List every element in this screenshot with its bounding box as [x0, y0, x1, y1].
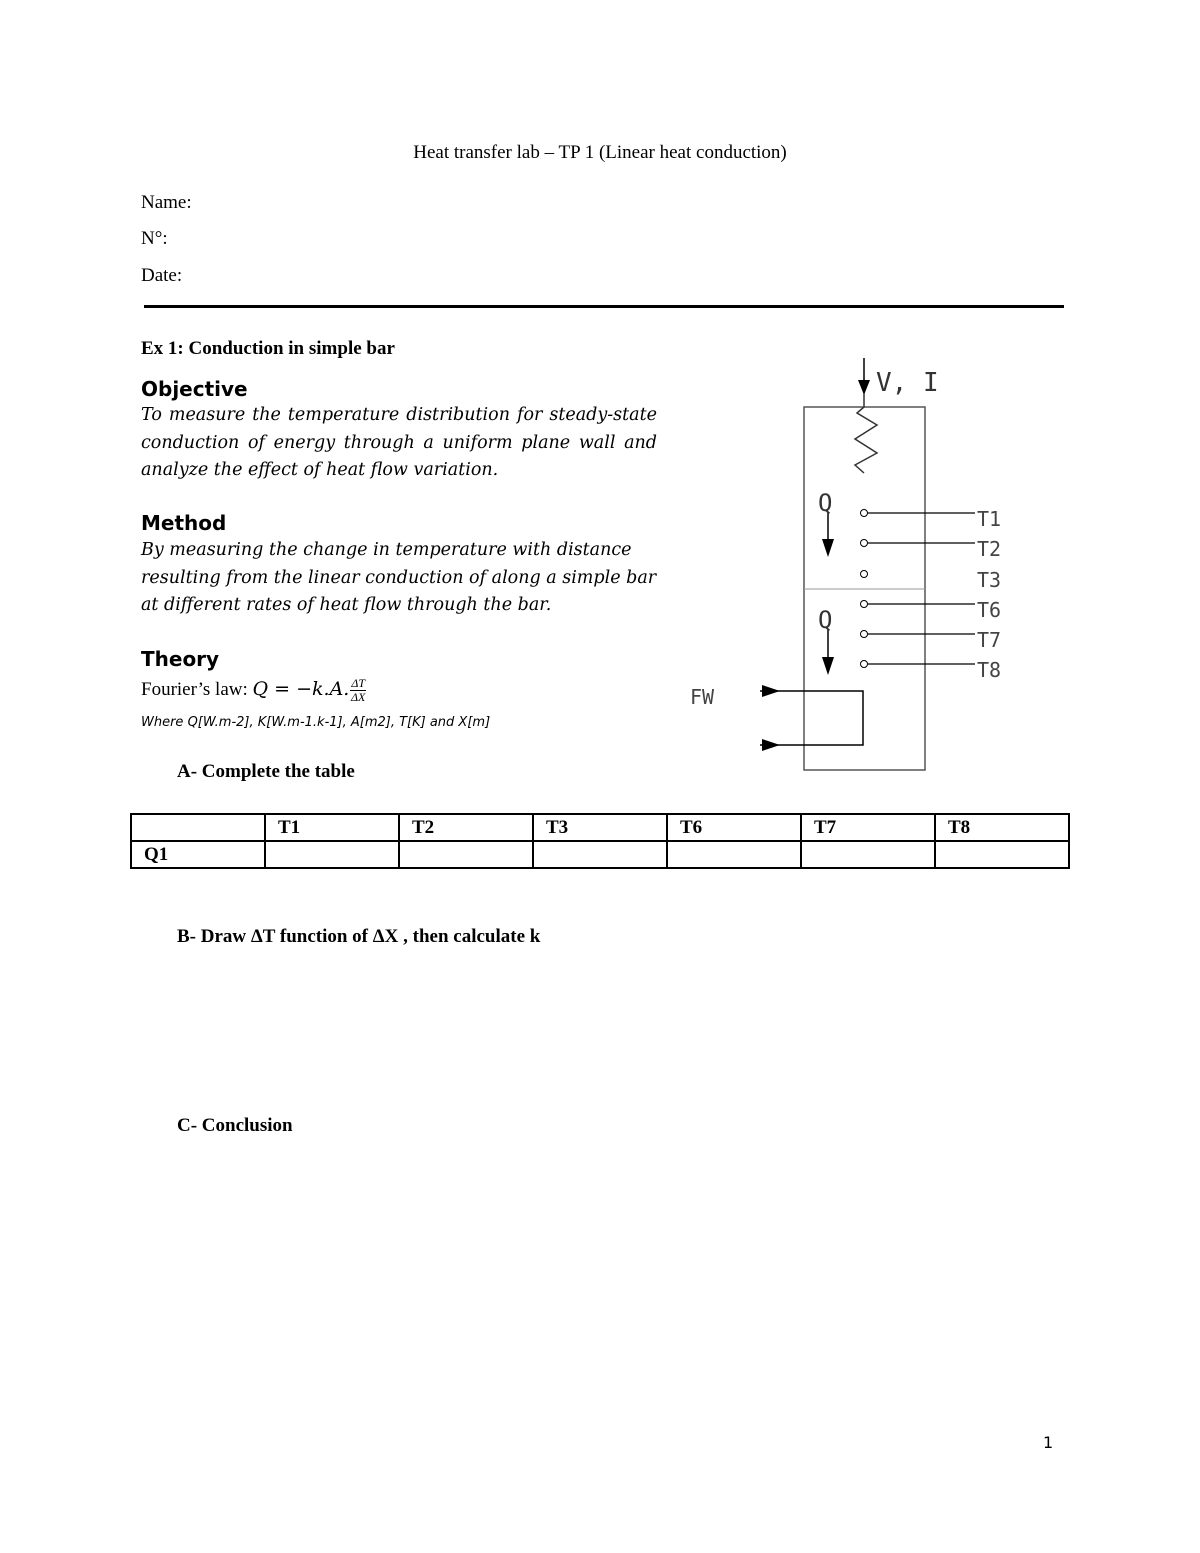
method-text: By measuring the change in temperature with distance resulting from the linear conduction of along a simple bar at different rates of heat flow through the bar. — [141, 540, 657, 615]
sensor-t6-point — [861, 601, 868, 608]
heat-flow-arrow-bottom — [822, 657, 834, 675]
table-header-cell: T6 — [667, 814, 801, 841]
sensor-label-t6: T6 — [977, 598, 1002, 622]
table-header-cell: T2 — [399, 814, 533, 841]
fraction-numerator: ΔT — [351, 676, 366, 690]
water-in-arrowhead — [762, 685, 780, 697]
heater-coil-icon — [855, 393, 877, 473]
power-input-label: V, I — [876, 368, 939, 398]
sensor-label-t1: T1 — [977, 507, 1002, 531]
results-table — [130, 813, 1070, 869]
table-row — [131, 841, 1069, 868]
sensor-label-t2: T2 — [977, 537, 1002, 561]
table-cell-t7[interactable] — [801, 841, 935, 868]
fourier-equation: Q = −k.A. — [252, 677, 350, 700]
sensor-label-t7: T7 — [977, 628, 1002, 652]
exercise-title: Ex 1: Conduction in simple bar — [141, 338, 395, 359]
bar-apparatus-diagram — [680, 355, 1040, 780]
fourier-law — [141, 677, 366, 704]
sensor-label-t3: T3 — [977, 568, 1002, 592]
fourier-fraction — [350, 677, 366, 704]
table-cell-t2[interactable] — [399, 841, 533, 868]
objective-text: To measure the temperature distribution for steady-state conduction of energy through a uniform plane wall and analyze the effect of heat flow variation. — [141, 405, 657, 480]
objective-heading: Objective — [141, 377, 248, 401]
table-header-cell: T7 — [801, 814, 935, 841]
method-heading: Method — [141, 511, 227, 535]
number-field-label: N°: — [141, 228, 168, 249]
sensor-t1-point — [861, 510, 868, 517]
table-header-cell: T8 — [935, 814, 1069, 841]
section-a-label: A- Complete the table — [177, 761, 355, 782]
table-header-cell — [131, 814, 265, 841]
section-c-label: C- Conclusion — [177, 1115, 293, 1136]
sensor-t7-point — [861, 631, 868, 638]
sensor-t8-point — [861, 661, 868, 668]
heat-flow-label-bottom: Q — [818, 606, 833, 634]
units-note: Where Q[W.m-2], K[W.m-1.k-1], A[m2], T[K] and X[m] — [141, 715, 491, 730]
sensor-t2-point — [861, 540, 868, 547]
fourier-label: Fourier’s law: — [141, 678, 253, 700]
table-header-cell: T3 — [533, 814, 667, 841]
section-b-label: B- Draw ΔT function of ΔX , then calculate k — [177, 926, 541, 947]
page-number: 1 — [1043, 1433, 1054, 1452]
water-out-arrowhead — [762, 739, 780, 751]
theory-heading: Theory — [141, 647, 220, 671]
heat-flow-label-top: Q — [818, 489, 833, 517]
header-divider — [144, 305, 1064, 308]
sensor-label-t8: T8 — [977, 658, 1002, 682]
page-title: Heat transfer lab – TP 1 (Linear heat conduction) — [413, 142, 787, 163]
date-field-label: Date: — [141, 265, 183, 286]
table-header-cell: T1 — [265, 814, 399, 841]
cooling-water-loop — [760, 691, 863, 745]
name-field-label: Name: — [141, 192, 192, 213]
table-header-row — [131, 814, 1069, 841]
table-cell-t6[interactable] — [667, 841, 801, 868]
table-cell-t8[interactable] — [935, 841, 1069, 868]
table-cell-t3[interactable] — [533, 841, 667, 868]
sensor-t3-point — [861, 571, 868, 578]
cooling-water-label: FW — [690, 685, 715, 709]
table-cell-t1[interactable] — [265, 841, 399, 868]
fraction-denominator: ΔX — [351, 690, 366, 704]
heat-flow-arrow-top — [822, 539, 834, 557]
power-input-arrowhead — [858, 380, 870, 395]
table-row-label: Q1 — [131, 841, 265, 868]
